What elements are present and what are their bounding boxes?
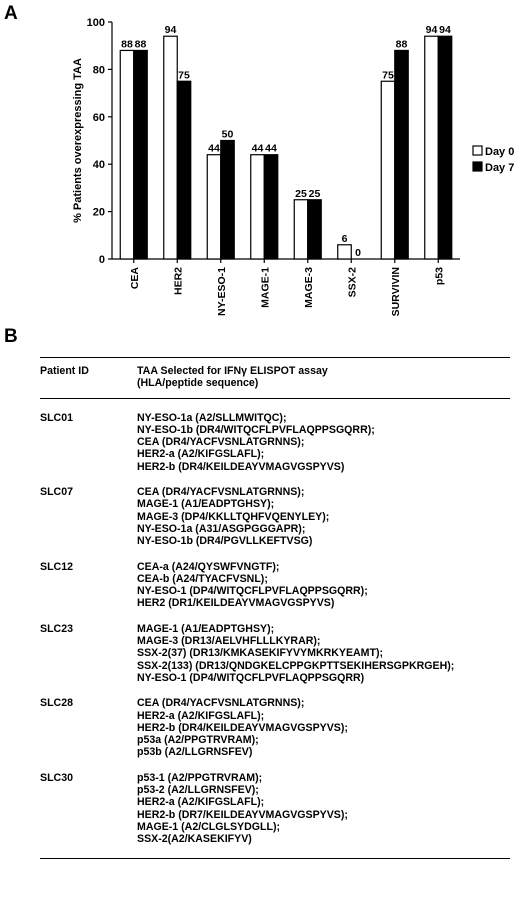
bar-value-label: 94	[439, 24, 451, 37]
table-row	[40, 473, 510, 547]
taa-line: NY-ESO-1 (DP4/WITQCFLPVFLAQPPSGQRR);	[137, 585, 368, 598]
category-label: CEA	[128, 267, 141, 290]
table-row	[40, 610, 510, 684]
patient-id-cell: SLC23	[40, 622, 73, 635]
bar	[251, 155, 265, 259]
table-row	[40, 399, 510, 473]
y-tick-label: 60	[92, 111, 105, 124]
bar	[207, 155, 221, 259]
bar	[177, 81, 191, 259]
bar-value-label: 44	[251, 142, 264, 155]
bar-value-label: 94	[164, 24, 177, 37]
y-tick-label: 100	[86, 17, 105, 29]
category-label: p53	[433, 267, 446, 286]
taa-line: CEA (DR4/YACFVSNLATGRNNS);	[137, 697, 305, 710]
bar-value-label: 0	[355, 247, 361, 259]
taa-line: CEA (DR4/YACFVSNLATGRNNS);	[137, 486, 305, 499]
taa-line: NY-ESO-1b (DR4/WITQCFLPVFLAQPPSGQRR);	[137, 423, 375, 436]
legend-swatch	[473, 146, 482, 155]
taa-cell	[137, 623, 510, 684]
panel-label-b: B	[4, 326, 18, 347]
bar-value-label: 88	[134, 38, 147, 51]
bar	[264, 155, 278, 259]
bar	[294, 200, 308, 259]
taa-line: NY-ESO-1a (A2/SLLMWITQC);	[137, 411, 287, 424]
taa-line: HER2-b (DR4/KEILDEAYVMAGVGSPYVS)	[137, 460, 345, 473]
bar	[221, 141, 235, 260]
table-body	[40, 399, 510, 846]
header-taa-line-2: (HLA/peptide sequence)	[137, 377, 259, 390]
taa-line: SSX-2(A2/KASEKIFYV)	[137, 833, 252, 846]
taa-cell	[137, 412, 510, 473]
taa-line: MAGE-3 (DP4/KKLLTQHFVQENYLEY);	[137, 510, 330, 523]
bar	[438, 36, 452, 259]
bar	[164, 36, 178, 259]
taa-table	[40, 357, 510, 859]
table-row	[40, 684, 510, 758]
table-bottom-rule	[40, 858, 510, 859]
taa-line: NY-ESO-1b (DR4/PGVLLKEFTVSG)	[137, 535, 313, 548]
bar-value-label: 50	[221, 128, 234, 141]
legend-swatch	[473, 162, 482, 171]
taa-line: HER2 (DR1/KEILDEAYVMAGVGSPYVS)	[137, 597, 335, 610]
y-tick-label: 0	[98, 254, 105, 266]
legend-label: Day 7	[485, 162, 515, 174]
header-taa-line-1: TAA Selected for IFNγ ELISPOT assay	[137, 365, 328, 377]
patient-id-cell: SLC30	[40, 771, 73, 784]
taa-line: HER2-b (DR7/KEILDEAYVMAGVGSPYVS);	[137, 808, 348, 821]
taa-line: HER2-a (A2/KIFGSLAFL);	[137, 448, 265, 461]
y-tick-label: 20	[92, 206, 105, 219]
bar-value-label: 44	[265, 142, 277, 155]
table-row	[40, 759, 510, 846]
y-tick-label: 80	[92, 64, 105, 77]
patient-id-cell: SLC12	[40, 560, 73, 573]
patient-id-cell: SLC01	[40, 411, 73, 424]
bar	[338, 245, 352, 259]
taa-line: HER2-a (A2/KIFGSLAFL);	[137, 709, 265, 722]
taa-line: p53b (A2/LLGRNSFEV)	[137, 746, 253, 759]
bar	[381, 81, 395, 259]
bar	[425, 36, 439, 259]
taa-line: p53-2 (A2/LLGRNSFEV);	[137, 784, 259, 797]
taa-line: NY-ESO-1 (DP4/WITQCFLPVFLAQPPSGQRR)	[137, 671, 365, 684]
taa-line: SSX-2(133) (DR13/QNDGKELCPPGKPTTSEKIHERSGPKRGEH);	[137, 659, 455, 672]
patient-id-cell: SLC28	[40, 697, 73, 710]
bar-value-label: 94	[425, 24, 438, 37]
legend-label: Day 0	[485, 146, 515, 158]
bar-value-label: 44	[208, 142, 220, 155]
taa-line: CEA (DR4/YACFVSNLATGRNNS);	[137, 436, 305, 449]
taa-line: CEA-b (A24/TYACFVSNL);	[137, 572, 268, 585]
taa-line: p53-1 (A2/PPGTRVRAM);	[137, 771, 263, 784]
bar-value-label: 88	[121, 38, 133, 51]
bar-chart	[0, 0, 520, 330]
taa-line: SSX-2(37) (DR13/KMKASEKIFYVYMKRKYEAMT);	[137, 647, 384, 660]
bar-value-label: 6	[341, 232, 348, 245]
bar	[120, 50, 134, 259]
y-tick-label: 40	[92, 159, 105, 172]
taa-line: CEA-a (A24/QYSWFVNGTF);	[137, 560, 280, 573]
category-label: HER2	[172, 267, 185, 296]
table-row	[40, 548, 510, 610]
taa-line: p53a (A2/PPGTRVRAM);	[137, 734, 259, 747]
y-axis-label: % Patients overexpressing TAA	[72, 58, 84, 223]
category-label: MAGE-1	[259, 267, 272, 308]
taa-line: MAGE-1 (A2/CLGLSYDGLL);	[137, 820, 281, 833]
taa-line: HER2-b (DR4/KEILDEAYVMAGVGSPYVS);	[137, 721, 348, 734]
bar	[395, 50, 409, 259]
taa-cell	[137, 561, 510, 610]
taa-cell	[137, 486, 510, 547]
bar-value-label: 75	[382, 69, 394, 82]
category-label: MAGE-3	[302, 267, 315, 308]
category-label: SSX-2	[346, 267, 359, 298]
bar-value-label: 25	[295, 187, 307, 200]
taa-line: NY-ESO-1a (A31/ASGPGGGAPR);	[137, 522, 306, 535]
header-patient-id: Patient ID	[40, 365, 89, 377]
taa-line: MAGE-3 (DR13/AELVHFLLLKYRAR);	[137, 635, 321, 648]
taa-line: MAGE-1 (A1/EADPTGHSY);	[137, 498, 275, 511]
bar	[308, 200, 322, 259]
taa-cell	[137, 697, 510, 758]
taa-line: HER2-a (A2/KIFGSLAFL);	[137, 796, 265, 809]
bar-value-label: 25	[308, 187, 321, 200]
bar	[134, 50, 148, 259]
patient-id-cell: SLC07	[40, 486, 73, 499]
category-label: NY-ESO-1	[215, 267, 228, 317]
taa-cell	[137, 772, 510, 846]
taa-line: MAGE-1 (A1/EADPTGHSY);	[137, 622, 275, 635]
panel-label-a: A	[4, 3, 18, 24]
table-header	[40, 358, 510, 398]
bar-value-label: 88	[395, 38, 408, 51]
category-label: SURVIVIN	[389, 267, 402, 317]
bar-value-label: 75	[178, 69, 190, 82]
